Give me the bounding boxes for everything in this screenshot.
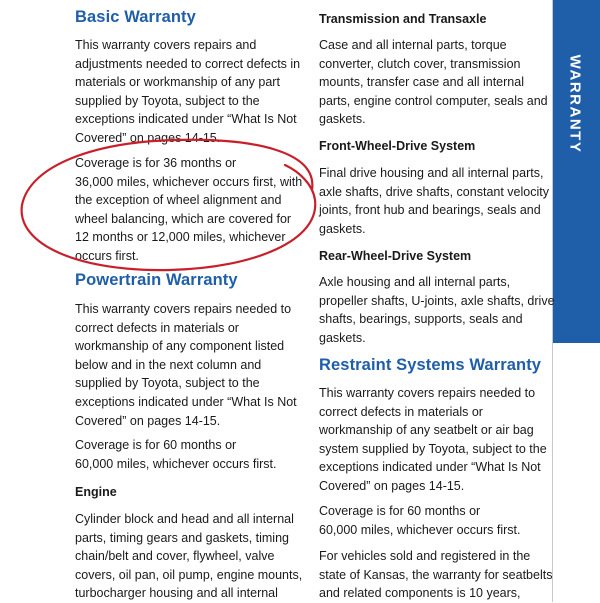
powertrain-warranty-heading: Powertrain Warranty: [75, 271, 238, 289]
text-line: Coverage is for 60 months or: [75, 438, 237, 452]
text-line: propeller shafts, U-joints, axle shafts, drive: [319, 293, 555, 308]
text-line: This warranty covers repairs needed to: [319, 386, 536, 400]
text-line: Coverage is for 36 months or: [75, 156, 237, 170]
text-line: axle shafts, drive shafts, constant velocity: [319, 184, 549, 199]
text-line: gaskets.: [319, 221, 366, 236]
text-line: joints, front hub and bearings, seals and: [319, 203, 541, 218]
text-line: For vehicles sold and registered in the: [319, 549, 531, 563]
engine-components: [75, 510, 302, 603]
text-line: 60,000 miles, whichever occurs first.: [319, 522, 521, 537]
text-line: Axle housing and all internal parts,: [319, 275, 511, 289]
text-line: Cylinder block and head and all internal: [75, 512, 294, 526]
powertrain-warranty-coverage: [75, 436, 276, 473]
text-line: gaskets.: [319, 112, 366, 127]
text-line: Coverage is for 60 months or: [319, 504, 481, 518]
text-line: materials or workmanship of any part: [75, 75, 280, 90]
text-line: turbocharger housing and all internal: [75, 586, 278, 601]
transmission-heading: Transmission and Transaxle: [319, 12, 487, 26]
text-line: correct defects in materials or: [319, 404, 483, 419]
restraint-warranty-kansas-note: [319, 547, 552, 603]
text-line: Covered” on pages 14-15.: [75, 413, 221, 428]
restraint-systems-warranty-heading: Restraint Systems Warranty: [319, 356, 542, 374]
engine-heading: Engine: [75, 485, 117, 499]
text-line: parts, engine control computer, seals and: [319, 93, 548, 108]
text-line: below and in the next column and: [75, 357, 262, 372]
text-line: 12 months or 12,000 miles, whichever: [75, 230, 286, 245]
text-line: shafts, bearings, supports, seals and: [319, 312, 523, 327]
restraint-warranty-para-1: [319, 384, 547, 496]
text-line: adjustments needed to correct defects in: [75, 56, 301, 71]
text-line: workmanship of any component listed: [75, 339, 285, 354]
section-side-tab: [553, 0, 600, 343]
text-line: mounts, transfer case and all internal: [319, 75, 524, 90]
front-wheel-drive-heading: Front-Wheel-Drive System: [319, 139, 476, 153]
text-line: supplied by Toyota, subject to the: [75, 376, 260, 391]
text-line: covers, oil pan, oil pump, engine mounts,: [75, 567, 303, 582]
powertrain-warranty-para-1: [75, 300, 297, 430]
restraint-warranty-coverage: [319, 502, 520, 539]
text-line: This warranty covers repairs and: [75, 38, 257, 52]
rear-wheel-drive-heading: Rear-Wheel-Drive System: [319, 249, 472, 263]
text-line: gaskets.: [319, 330, 366, 345]
text-line: occurs first.: [75, 248, 139, 263]
rear-wheel-drive-components: [319, 273, 555, 347]
text-line: exceptions indicated under “What Is Not: [75, 112, 297, 127]
text-line: Covered” on pages 14-15.: [75, 130, 221, 145]
text-line: correct defects in materials or: [75, 320, 239, 335]
text-line: system supplied by Toyota, subject to the: [319, 441, 547, 456]
text-line: This warranty covers repairs needed to: [75, 302, 292, 316]
text-line: 60,000 miles, whichever occurs first.: [75, 456, 277, 471]
basic-warranty-para-1: [75, 36, 300, 148]
text-line: parts, timing gears and gaskets, timing: [75, 530, 289, 545]
text-line: chain/belt and cover, flywheel, valve: [75, 549, 275, 564]
text-line: Case and all internal parts, torque: [319, 38, 507, 52]
text-line: wheel balancing, which are covered for: [75, 211, 292, 226]
text-line: Final drive housing and all internal parts,: [319, 166, 544, 180]
text-line: state of Kansas, the warranty for seatbelts: [319, 567, 553, 582]
text-line: the exception of wheel alignment and: [75, 193, 282, 208]
side-tab-label: WARRANTY: [566, 54, 584, 154]
text-line: 36,000 miles, whichever occurs first, with: [75, 174, 303, 189]
text-line: exceptions indicated under “What Is Not: [75, 394, 297, 409]
text-line: Covered” on pages 14-15.: [319, 478, 465, 493]
text-line: and related components is 10 years,: [319, 586, 521, 601]
transmission-components: [319, 36, 548, 129]
text-line: supplied by Toyota, subject to the: [75, 93, 260, 108]
basic-warranty-heading: Basic Warranty: [75, 8, 196, 26]
front-wheel-drive-components: [319, 164, 549, 238]
text-line: converter, clutch cover, transmission: [319, 56, 521, 71]
basic-warranty-coverage: [75, 154, 302, 266]
text-line: exceptions indicated under “What Is Not: [319, 460, 541, 475]
text-line: workmanship of any seatbelt or air bag: [319, 423, 534, 438]
